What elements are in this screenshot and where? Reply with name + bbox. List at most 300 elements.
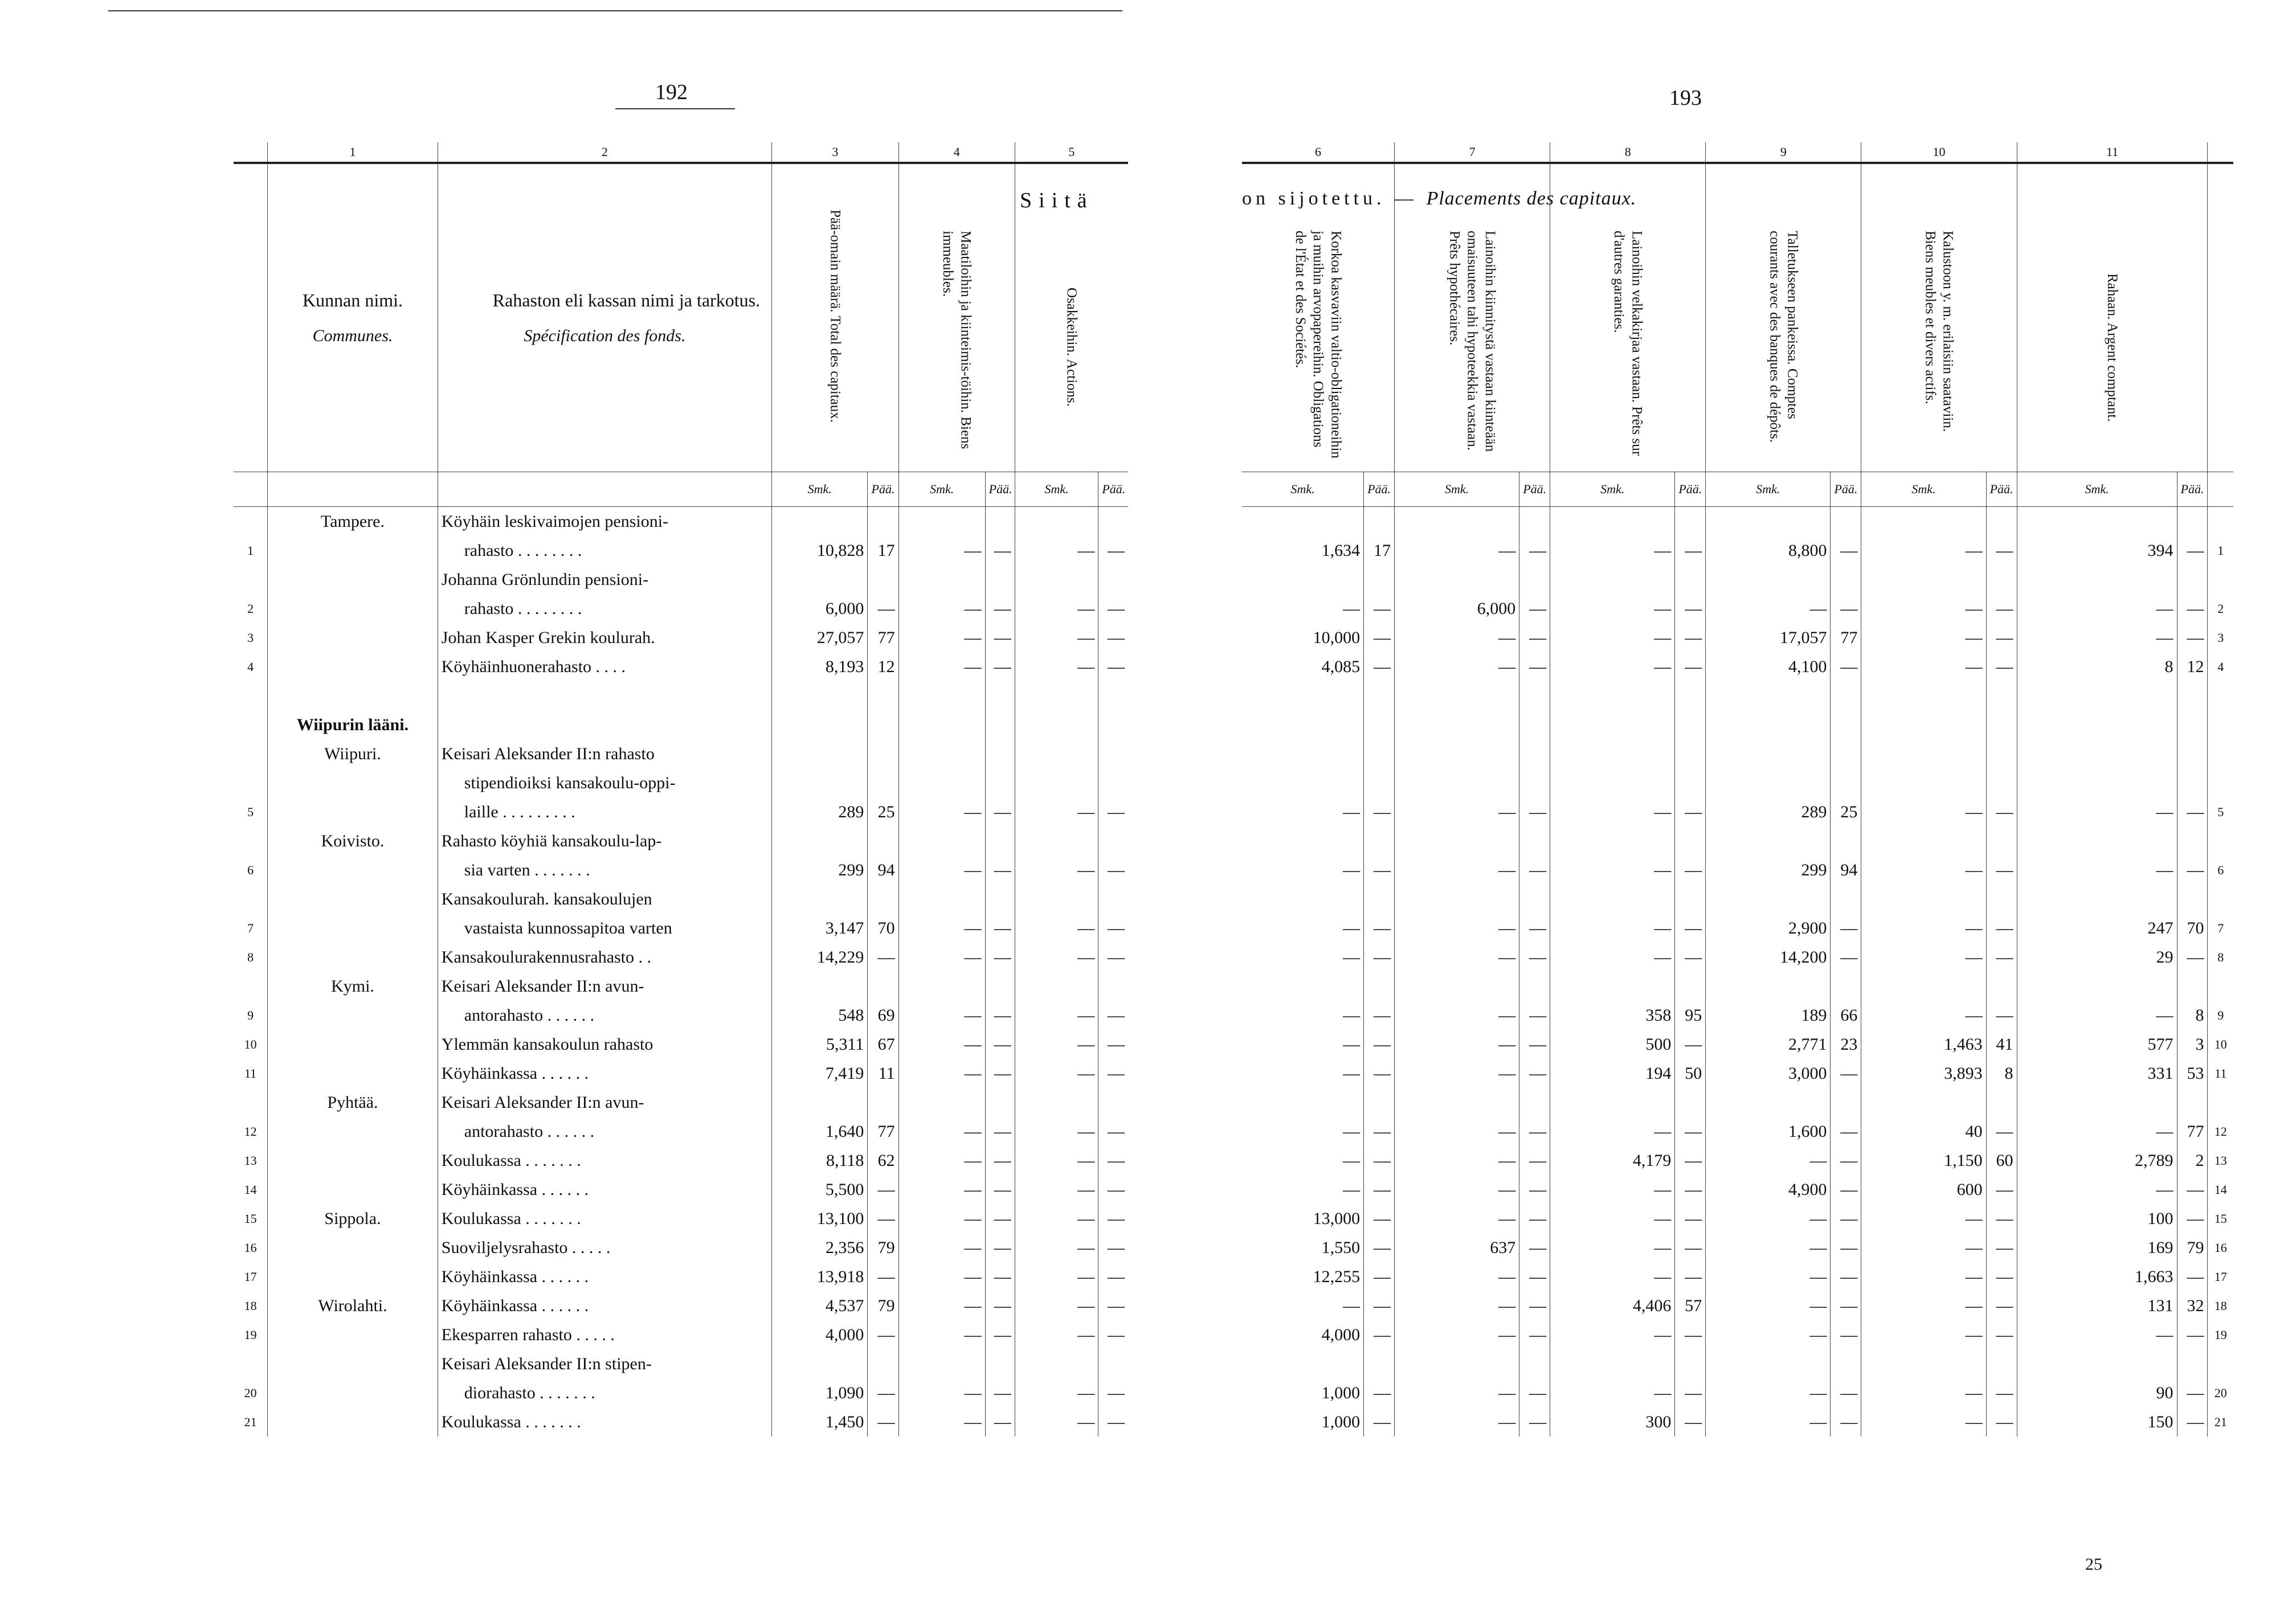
total-capital-mk: 10,828 <box>772 536 868 565</box>
bonds-p: — <box>1364 1146 1395 1175</box>
shares-p: — <box>1098 1262 1128 1291</box>
movables-mk <box>1861 768 1986 797</box>
total-capital-mk: 7,419 <box>772 1059 868 1088</box>
deposits-mk: — <box>1706 594 1831 623</box>
movables-p: — <box>1986 797 2017 826</box>
real-estate-p: — <box>985 1001 1015 1030</box>
row-number-right: 18 <box>2208 1291 2233 1320</box>
table-row <box>1242 594 2233 623</box>
table-row <box>1242 1030 2233 1059</box>
row-number-right: 21 <box>2208 1407 2233 1436</box>
deposits-p: — <box>1831 1407 1861 1436</box>
movables-mk: — <box>1861 1001 1986 1030</box>
row-number <box>234 565 268 594</box>
real-estate-mk: — <box>898 1117 985 1146</box>
commune-name <box>268 536 438 565</box>
row-number: 17 <box>244 1269 257 1284</box>
table-row <box>1242 623 2233 652</box>
shares-mk: — <box>1015 1204 1098 1233</box>
cash-mk <box>2017 826 2177 855</box>
shares-mk: — <box>1015 943 1098 972</box>
other-loans-p: — <box>1675 1407 1706 1436</box>
mortgage-p <box>1519 972 1550 1001</box>
total-capital-p: 67 <box>868 1030 898 1059</box>
bonds-p <box>1364 972 1395 1001</box>
deposits-mk: 2,771 <box>1706 1030 1831 1059</box>
total-capital-mk <box>772 681 868 710</box>
mortgage-mk: — <box>1395 623 1519 652</box>
cash-p: 79 <box>2177 1233 2208 1262</box>
row-number-right: 6 <box>2208 855 2233 885</box>
real-estate-mk: — <box>898 943 985 972</box>
shares-mk: — <box>1015 1291 1098 1320</box>
movables-mk <box>1861 1349 1986 1378</box>
deposits-p: — <box>1831 1146 1861 1175</box>
row-number-right <box>2208 739 2233 768</box>
deposits-p <box>1831 1088 1861 1117</box>
movables-p: — <box>1986 594 2017 623</box>
commune-name <box>268 768 438 797</box>
fund-description: diorahasto . . . . . . . <box>438 1378 771 1407</box>
mortgage-mk <box>1395 1349 1519 1378</box>
real-estate-p: — <box>985 1059 1015 1088</box>
movables-header-text: Kalustoon y. m. erilaisiin saataviin. Biens meubles et divers actifs. <box>1922 231 1956 432</box>
total-capital-mk: 5,311 <box>772 1030 868 1059</box>
row-number: 19 <box>244 1327 257 1342</box>
real-estate-mk: — <box>898 1175 985 1204</box>
row-number-right <box>2208 768 2233 797</box>
fund-description: laille . . . . . . . . . <box>438 797 771 826</box>
shares-p: — <box>1098 1117 1128 1146</box>
table-row <box>234 594 1128 623</box>
table-row <box>234 1349 1128 1378</box>
total-capital-mk <box>772 1349 868 1378</box>
row-number-right: 19 <box>2208 1320 2233 1349</box>
real-estate-mk <box>898 1349 985 1378</box>
other-loans-p: — <box>1675 1233 1706 1262</box>
real-estate-mk: — <box>898 623 985 652</box>
bonds-p: — <box>1364 652 1395 681</box>
mortgage-p <box>1519 768 1550 797</box>
total-capital-p: — <box>868 1320 898 1349</box>
total-capital-mk <box>772 710 868 739</box>
other-loans-mk: — <box>1550 797 1675 826</box>
shares-mk <box>1015 739 1098 768</box>
cash-mk <box>2017 710 2177 739</box>
real-estate-p: — <box>985 797 1015 826</box>
deposits-p: — <box>1831 652 1861 681</box>
total-capital-mk <box>772 768 868 797</box>
cash-p <box>2177 565 2208 594</box>
cash-mk: 247 <box>2017 914 2177 943</box>
real-estate-p <box>985 681 1015 710</box>
table-row <box>1242 1320 2233 1349</box>
cash-p: 2 <box>2177 1146 2208 1175</box>
cash-p: — <box>2177 855 2208 885</box>
other-loans-mk <box>1550 739 1675 768</box>
row-number-right: 10 <box>2208 1030 2233 1059</box>
unit-mk: Smk. <box>772 472 868 507</box>
other-loans-mk: 194 <box>1550 1059 1675 1088</box>
movables-mk: — <box>1861 652 1986 681</box>
header-row <box>234 163 1128 472</box>
real-estate-p: — <box>985 623 1015 652</box>
shares-mk: — <box>1015 1262 1098 1291</box>
deposits-p: 23 <box>1831 1030 1861 1059</box>
shares-p <box>1098 1349 1128 1378</box>
table-row <box>1242 1349 2233 1378</box>
movables-mk <box>1861 739 1986 768</box>
fund-description: antorahasto . . . . . . <box>438 1001 771 1030</box>
other-loans-mk <box>1550 1088 1675 1117</box>
total-capital-p <box>868 565 898 594</box>
shares-mk: — <box>1015 855 1098 885</box>
movables-p: — <box>1986 1407 2017 1436</box>
movables-p: — <box>1986 1117 2017 1146</box>
commune-name <box>268 1262 438 1291</box>
movables-mk: — <box>1861 1407 1986 1436</box>
cash-p <box>2177 739 2208 768</box>
movables-mk: 1,150 <box>1861 1146 1986 1175</box>
mortgage-mk <box>1395 565 1519 594</box>
shares-p: — <box>1098 943 1128 972</box>
other-loans-p <box>1675 972 1706 1001</box>
mortgage-p: — <box>1519 1320 1550 1349</box>
other-loans-mk <box>1550 1349 1675 1378</box>
bonds-p: — <box>1364 943 1395 972</box>
bonds-mk: — <box>1343 918 1361 938</box>
total-capital-mk <box>772 885 868 914</box>
total-capital-mk: 548 <box>772 1001 868 1030</box>
table-row <box>1242 739 2233 768</box>
other-loans-mk: 300 <box>1550 1407 1675 1436</box>
row-number <box>234 710 268 739</box>
row-number-right: 1 <box>2208 536 2233 565</box>
bonds-mk: 4,000 <box>1321 1325 1361 1344</box>
bonds-p: — <box>1364 623 1395 652</box>
total-capital-p: 69 <box>868 1001 898 1030</box>
movables-p: — <box>1986 1175 2017 1204</box>
other-loans-p <box>1675 768 1706 797</box>
mortgage-mk: — <box>1395 1059 1519 1088</box>
bonds-mk <box>1242 768 1364 797</box>
mortgage-p <box>1519 1349 1550 1378</box>
real-estate-mk: — <box>898 1262 985 1291</box>
table-row <box>234 826 1128 855</box>
commune-name: Sippola. <box>268 1204 438 1233</box>
row-number-right: 12 <box>2208 1117 2233 1146</box>
total-capital-p <box>868 885 898 914</box>
shares-header-text: Osakkeihin. Actions. <box>1064 288 1080 407</box>
mortgage-mk: — <box>1395 1117 1519 1146</box>
other-loans-mk: 4,406 <box>1550 1291 1675 1320</box>
table-row <box>234 1204 1128 1233</box>
other-loans-mk: 358 <box>1550 1001 1675 1030</box>
real-estate-p: — <box>985 1320 1015 1349</box>
real-estate-mk <box>898 681 985 710</box>
commune-name: Tampere. <box>268 507 438 537</box>
deposits-p: — <box>1831 1175 1861 1204</box>
shares-p: — <box>1098 1407 1128 1436</box>
real-estate-p <box>985 710 1015 739</box>
other-loans-p: — <box>1675 797 1706 826</box>
fund-description: Koulukassa . . . . . . . <box>438 1204 771 1233</box>
row-number: 18 <box>244 1298 257 1313</box>
commune-header <box>268 163 438 472</box>
bonds-p <box>1364 565 1395 594</box>
real-estate-p <box>985 885 1015 914</box>
mortgage-mk <box>1395 768 1519 797</box>
total-capital-mk: 3,147 <box>772 914 868 943</box>
total-capital-p <box>868 739 898 768</box>
other-loans-p: — <box>1675 1030 1706 1059</box>
total-capital-mk <box>772 507 868 537</box>
mortgage-p: — <box>1519 1233 1550 1262</box>
cash-p <box>2177 681 2208 710</box>
movables-p: — <box>1986 1001 2017 1030</box>
shares-p: — <box>1098 1030 1128 1059</box>
bonds-p <box>1364 739 1395 768</box>
total-capital-mk: 289 <box>772 797 868 826</box>
row-number: 2 <box>247 601 254 616</box>
row-number: 8 <box>247 949 254 964</box>
commune-name <box>268 914 438 943</box>
row-number-right: 16 <box>2208 1233 2233 1262</box>
bonds-mk <box>1242 1349 1364 1378</box>
other-loans-p: 57 <box>1675 1291 1706 1320</box>
table-row <box>234 768 1128 797</box>
table-row <box>1242 1146 2233 1175</box>
shares-mk <box>1015 972 1098 1001</box>
cash-p: — <box>2177 1262 2208 1291</box>
shares-p <box>1098 739 1128 768</box>
deposits-mk: — <box>1706 1262 1831 1291</box>
movables-p <box>1986 1349 2017 1378</box>
deposits-p <box>1831 885 1861 914</box>
row-number-right: 3 <box>2208 623 2233 652</box>
bonds-p: — <box>1364 797 1395 826</box>
bonds-p: — <box>1364 1117 1395 1146</box>
deposits-p <box>1831 507 1861 537</box>
cash-p: 8 <box>2177 1001 2208 1030</box>
table-row <box>234 797 1128 826</box>
total-capital-mk <box>772 565 868 594</box>
other-loans-p: 95 <box>1675 1001 1706 1030</box>
cash-p: — <box>2177 536 2208 565</box>
bonds-p: — <box>1364 1059 1395 1088</box>
movables-mk <box>1861 972 1986 1001</box>
total-capital-mk: 5,500 <box>772 1175 868 1204</box>
deposits-mk: 289 <box>1706 797 1831 826</box>
mortgage-mk <box>1395 710 1519 739</box>
bonds-mk: 10,000 <box>1313 628 1361 647</box>
deposits-p: 25 <box>1831 797 1861 826</box>
total-capital-p <box>868 1088 898 1117</box>
row-number-right <box>2208 507 2233 537</box>
cash-mk: — <box>2017 1117 2177 1146</box>
mortgage-mk: 637 <box>1395 1233 1519 1262</box>
table-row <box>1242 1262 2233 1291</box>
bonds-mk: — <box>1343 1151 1361 1170</box>
mortgage-p: — <box>1519 1059 1550 1088</box>
movables-mk: — <box>1861 914 1986 943</box>
movables-header <box>1861 163 2017 472</box>
table-row <box>234 1059 1128 1088</box>
total-capital-p: 11 <box>868 1059 898 1088</box>
row-number: 7 <box>247 920 254 935</box>
left-page <box>0 0 1134 1617</box>
movables-p: — <box>1986 1204 2017 1233</box>
movables-mk: — <box>1861 1262 1986 1291</box>
colnum-1: 1 <box>268 142 438 163</box>
row-number-right <box>2208 826 2233 855</box>
mortgage-mk: — <box>1395 1291 1519 1320</box>
cash-mk: 1,663 <box>2017 1262 2177 1291</box>
movables-p: 60 <box>1986 1146 2017 1175</box>
table-row <box>1242 1175 2233 1204</box>
shares-p: — <box>1098 652 1128 681</box>
column-number-row-right <box>1242 142 2233 163</box>
column-number-row <box>234 142 1128 163</box>
other-loans-p: — <box>1675 1117 1706 1146</box>
mortgage-header <box>1395 163 1550 472</box>
commune-name <box>268 1146 438 1175</box>
cash-mk: 8 <box>2017 652 2177 681</box>
total-capital-header <box>772 163 899 472</box>
other-loans-mk: — <box>1550 943 1675 972</box>
row-number-right: 20 <box>2208 1378 2233 1407</box>
commune-name <box>268 885 438 914</box>
movables-mk: 600 <box>1861 1175 1986 1204</box>
cash-p: — <box>2177 1175 2208 1204</box>
row-number <box>234 885 268 914</box>
table-row <box>1242 914 2233 943</box>
mortgage-p: — <box>1519 536 1550 565</box>
commune-name: Kymi. <box>268 972 438 1001</box>
cash-p <box>2177 972 2208 1001</box>
unit-mk: Smk. <box>1861 472 1986 507</box>
shares-mk <box>1015 565 1098 594</box>
mortgage-mk: — <box>1395 1146 1519 1175</box>
real-estate-mk <box>898 739 985 768</box>
row-number: 15 <box>244 1211 257 1226</box>
real-estate-mk <box>898 1088 985 1117</box>
other-loans-mk: — <box>1550 594 1675 623</box>
commune-name <box>268 855 438 885</box>
deposits-mk: 299 <box>1706 855 1831 885</box>
siita-heading: Siitä <box>1020 189 1094 212</box>
table-row <box>234 739 1128 768</box>
total-capital-p: 25 <box>868 797 898 826</box>
cash-mk <box>2017 681 2177 710</box>
cash-mk: 169 <box>2017 1233 2177 1262</box>
bonds-mk: 1,550 <box>1321 1238 1361 1257</box>
movables-mk: — <box>1861 855 1986 885</box>
real-estate-p: — <box>985 1030 1015 1059</box>
bonds-p <box>1364 826 1395 855</box>
real-estate-header-text: Maatiloihin ja kiinteimis-töihin. Biens immeubles. <box>940 231 974 449</box>
bonds-p <box>1364 1088 1395 1117</box>
other-loans-p <box>1675 1088 1706 1117</box>
mortgage-mk: — <box>1395 1407 1519 1436</box>
cash-mk: 29 <box>2017 943 2177 972</box>
shares-mk: — <box>1015 797 1098 826</box>
bonds-mk: — <box>1343 1121 1361 1141</box>
real-estate-mk <box>898 565 985 594</box>
mortgage-p <box>1519 885 1550 914</box>
movables-p: — <box>1986 1291 2017 1320</box>
fund-description: Ekesparren rahasto . . . . . <box>438 1320 771 1349</box>
other-loans-p <box>1675 885 1706 914</box>
colnum-10: 10 <box>1861 142 2017 163</box>
colnum-2: 2 <box>438 142 771 163</box>
real-estate-mk: — <box>898 1291 985 1320</box>
cash-mk <box>2017 972 2177 1001</box>
unit-mk: Smk. <box>2017 472 2177 507</box>
shares-mk: — <box>1015 1378 1098 1407</box>
table-row <box>1242 681 2233 710</box>
total-capital-p: 79 <box>868 1233 898 1262</box>
fund-header-fr: Spécification des fonds. <box>524 326 686 345</box>
mortgage-p <box>1519 826 1550 855</box>
row-number-right: 4 <box>2208 652 2233 681</box>
shares-p: — <box>1098 1233 1128 1262</box>
table-row <box>1242 1088 2233 1117</box>
total-capital-p <box>868 972 898 1001</box>
other-loans-p: — <box>1675 1262 1706 1291</box>
deposits-p <box>1831 710 1861 739</box>
other-loans-mk <box>1550 826 1675 855</box>
unit-mk: Smk. <box>1395 472 1519 507</box>
other-loans-mk: — <box>1550 1175 1675 1204</box>
bonds-p <box>1364 768 1395 797</box>
commune-name: Wiipurin lääni. <box>268 710 438 739</box>
unit-p: Pää. <box>1986 472 2017 507</box>
total-capital-mk: 13,100 <box>772 1204 868 1233</box>
other-loans-p: — <box>1675 1320 1706 1349</box>
header-row-right <box>1242 163 2233 472</box>
real-estate-p: — <box>985 1378 1015 1407</box>
table-row <box>1242 1117 2233 1146</box>
real-estate-p: — <box>985 1233 1015 1262</box>
shares-p <box>1098 826 1128 855</box>
row-number: 3 <box>247 630 254 645</box>
table-row <box>234 1088 1128 1117</box>
row-number-right <box>2208 1349 2233 1378</box>
row-number: 6 <box>247 862 254 877</box>
deposits-mk <box>1706 507 1831 537</box>
unit-mk: Smk. <box>1550 472 1675 507</box>
movables-p: 41 <box>1986 1030 2017 1059</box>
table-row <box>234 536 1128 565</box>
row-number-right <box>2208 565 2233 594</box>
bonds-p: — <box>1364 1204 1395 1233</box>
other-loans-header-text: Lainoihin velkakirjaa vastaan. Prêts sur d'autres garanties. <box>1611 231 1645 456</box>
shares-p <box>1098 768 1128 797</box>
real-estate-mk <box>898 507 985 537</box>
movables-p: — <box>1986 914 2017 943</box>
table-row <box>1242 1059 2233 1088</box>
shares-p: — <box>1098 536 1128 565</box>
commune-name <box>268 943 438 972</box>
shares-p: — <box>1098 1146 1128 1175</box>
real-estate-mk: — <box>898 652 985 681</box>
other-loans-p <box>1675 710 1706 739</box>
movables-mk: — <box>1861 943 1986 972</box>
shares-mk: — <box>1015 1407 1098 1436</box>
commune-name <box>268 797 438 826</box>
commune-name <box>268 1117 438 1146</box>
